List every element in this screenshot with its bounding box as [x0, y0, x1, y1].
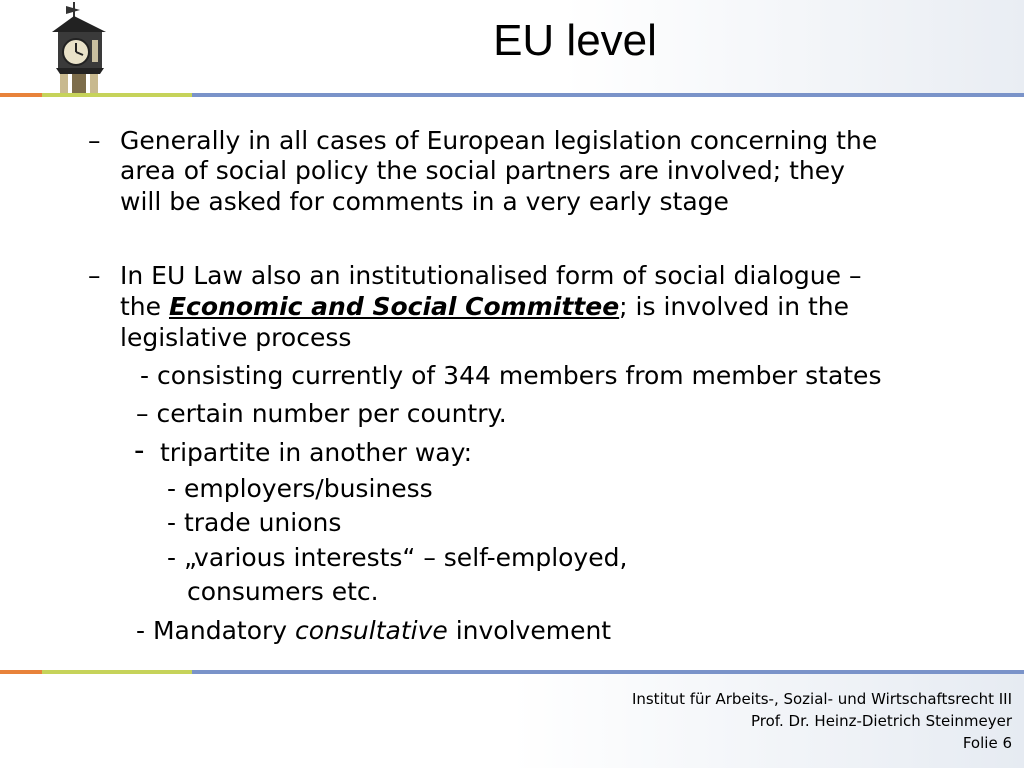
- footer-institute: Institut für Arbeits-, Sozial- und Wirtschaftsrecht III: [631, 690, 1012, 708]
- bullet-1-line-3: will be asked for comments in a very early stage: [120, 187, 729, 216]
- sub-line-per-country: – certain number per country.: [136, 399, 507, 428]
- group-various-interests: - „various interests“ – self-employed,: [167, 543, 628, 572]
- mandatory-line: [136, 615, 611, 646]
- bullet-2-prefix: the: [120, 292, 169, 321]
- group-employers: - employers/business: [167, 474, 433, 503]
- group-trade-unions: - trade unions: [167, 508, 342, 537]
- group-consumers: consumers etc.: [187, 577, 379, 606]
- sub-line-members: - consisting currently of 344 members from member states: [140, 361, 882, 390]
- tripartite-marker: -: [134, 433, 145, 467]
- bullet-2-suffix: ; is involved in the: [619, 292, 850, 321]
- mandatory-italic: consultative: [295, 616, 448, 645]
- slide-title: EU level: [493, 16, 657, 65]
- bullet-2-line-3: legislative process: [120, 323, 352, 352]
- bullet-1-line-1: Generally in all cases of European legislation concerning the: [120, 126, 878, 155]
- bullet-1-line-2: area of social policy the social partners are involved; they: [120, 156, 845, 185]
- economic-social-committee-link[interactable]: Economic and Social Committee: [168, 292, 620, 321]
- footer-slide-number: Folie 6: [962, 734, 1012, 752]
- footer: [632, 688, 1012, 754]
- bullet-marker: –: [88, 126, 101, 155]
- bullet-2-line-2: [120, 291, 849, 322]
- mandatory-prefix: - Mandatory: [136, 616, 296, 645]
- bullet-marker: –: [88, 261, 101, 290]
- tripartite-line: tripartite in another way:: [160, 438, 472, 467]
- bullet-2-line-1: In EU Law also an institutionalised form of social dialogue –: [120, 261, 862, 290]
- footer-professor: Prof. Dr. Heinz-Dietrich Steinmeyer: [751, 712, 1012, 730]
- mandatory-suffix: involvement: [447, 616, 612, 645]
